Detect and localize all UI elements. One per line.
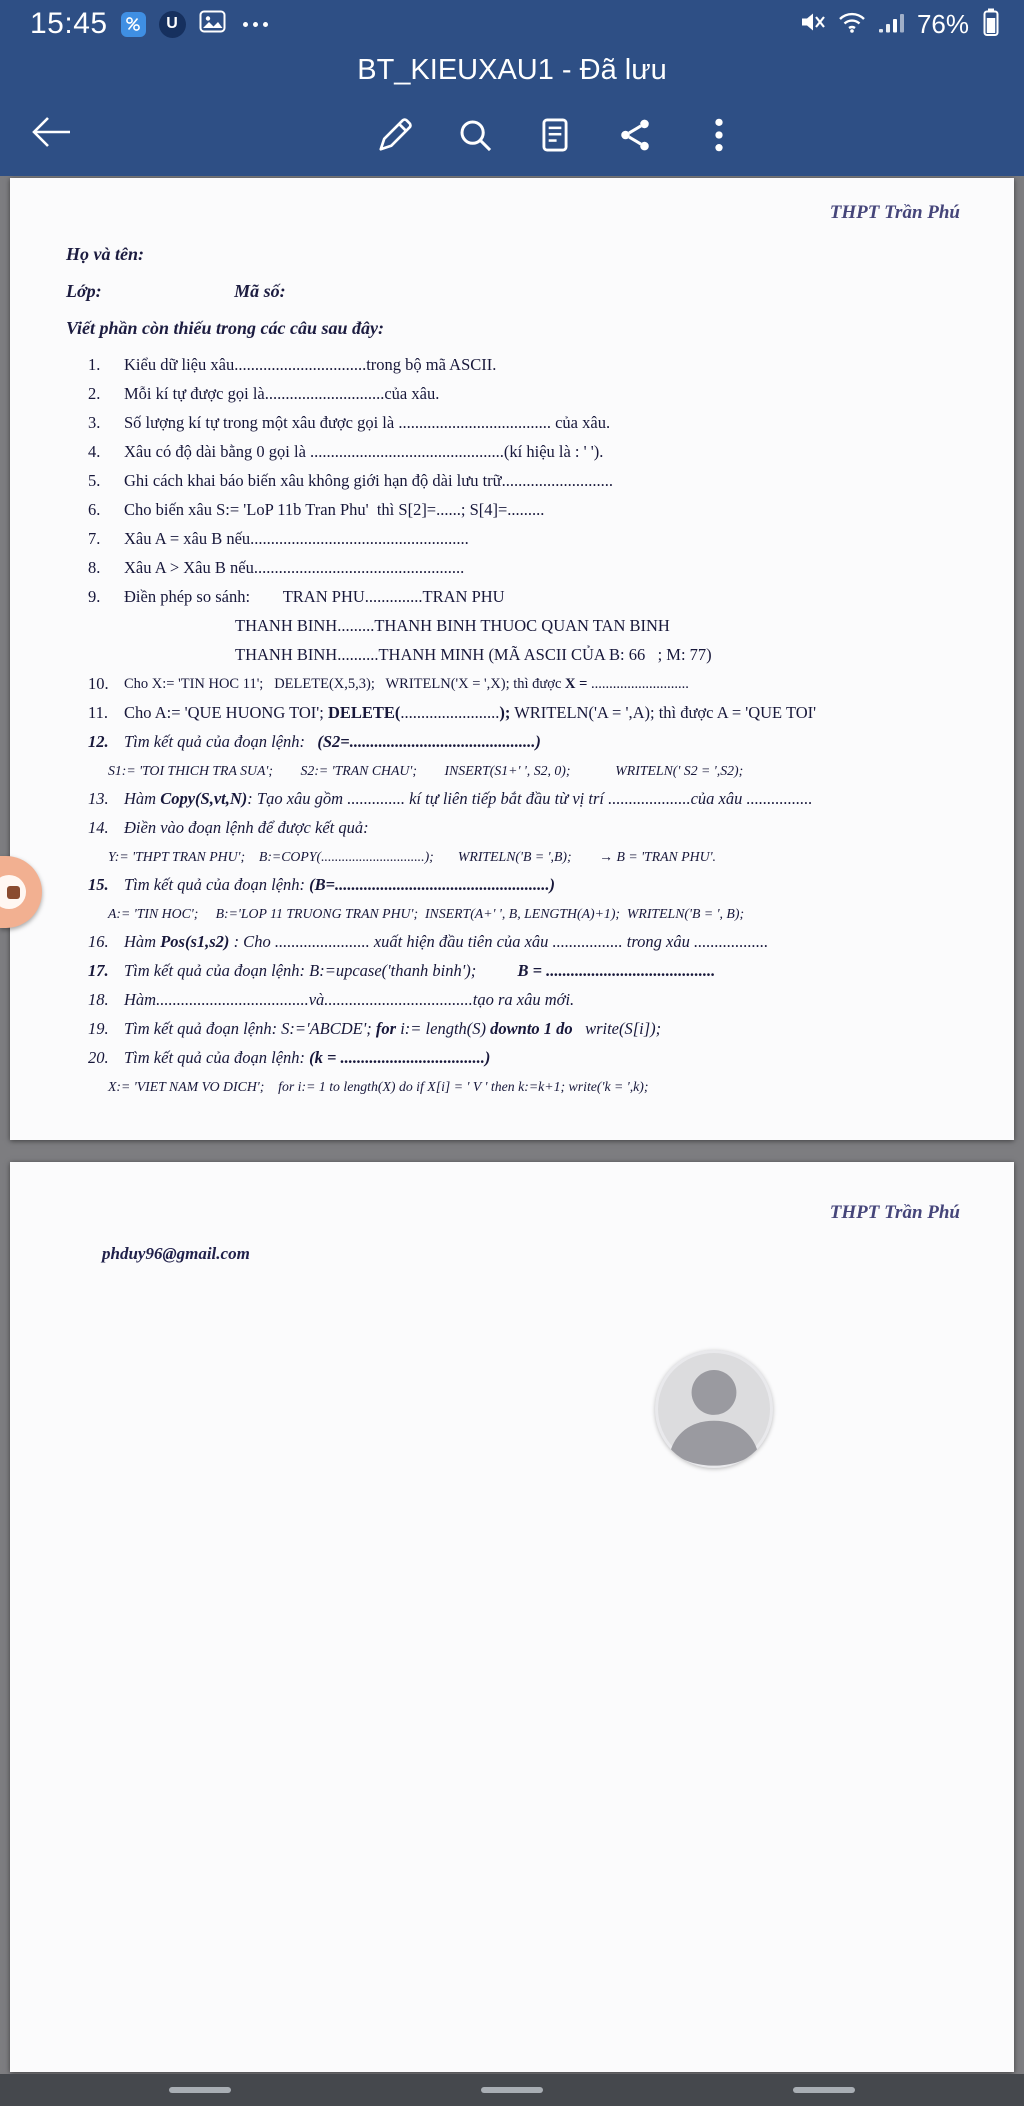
share-icon[interactable] xyxy=(616,116,654,154)
toolbar-actions xyxy=(376,116,726,154)
document-title-bar xyxy=(0,46,1024,96)
id-label: Mã số: xyxy=(234,281,286,301)
app-header xyxy=(0,0,1024,176)
status-right xyxy=(798,7,1000,42)
question-line: 11. Cho A:= 'QUE HUONG TOI'; DELETE(........................); WRITELN('A = ',A); thì được A = 'QUE TOI' xyxy=(88,703,817,722)
toolbar xyxy=(0,96,1024,178)
more-notifications-icon xyxy=(243,22,268,27)
edit-pencil-icon[interactable] xyxy=(376,116,414,154)
question-subline: X:= 'VIET NAM VO DICH'; for i:= 1 to length(X) do if X[i] = ' V ' then k:=k+1; write('k = ',k); xyxy=(108,1079,649,1094)
search-icon[interactable] xyxy=(456,116,494,154)
school-name: THPT Trần Phú xyxy=(829,1202,960,1223)
system-navbar xyxy=(0,2074,1024,2106)
question-line: 3. Số lượng kí tự trong một xâu được gọi là ..................................... của xâu. xyxy=(88,413,611,432)
question-line: 14. Điền vào đoạn lệnh để được kết quả: xyxy=(88,818,369,837)
question-line: 18. Hàm.....................................và....................................tạo ra xâu mới. xyxy=(88,990,575,1009)
clock: 15:45 xyxy=(30,7,108,40)
school-name: THPT Trần Phú xyxy=(829,202,960,223)
overflow-menu-icon[interactable] xyxy=(712,116,726,154)
recents-key[interactable] xyxy=(169,2087,231,2093)
battery-percent: 76% xyxy=(916,8,969,39)
question-line: 7. Xâu A = xâu B nếu..................................................... xyxy=(88,529,469,548)
sound-muted-icon xyxy=(798,9,826,40)
question-line: 20. Tìm kết quả của đoạn lệnh: (k = ...................................) xyxy=(88,1048,491,1067)
question-subline: Y:= 'THPT TRAN PHU'; B:=COPY(..............................); WRITELN('B = ',B); → B = 'TRAN PHU'. xyxy=(108,849,716,864)
floating-assist-icon xyxy=(7,886,20,899)
class-id-row xyxy=(66,281,966,302)
battery-icon xyxy=(982,7,1000,42)
status-left xyxy=(30,7,268,41)
class-label: Lớp: xyxy=(66,281,102,301)
document-page-1 xyxy=(10,178,1014,1140)
question-line: 6. Cho biến xâu S:= 'LoP 11b Tran Phu' thì S[2]=......; S[4]=......... xyxy=(88,500,545,519)
question-subline: A:= 'TIN HOC'; B:='LOP 11 TRUONG TRAN PHU'; INSERT(A+' ', B, LENGTH(A)+1); WRITELN('B = ', B); xyxy=(108,906,745,921)
wifi-icon xyxy=(837,10,867,39)
home-key[interactable] xyxy=(481,2087,543,2093)
question-line: 12. Tìm kết quả của đoạn lệnh: (S2=.............................................) xyxy=(88,732,541,751)
back-arrow-icon[interactable] xyxy=(28,112,74,152)
question-subline: S1:= 'TOI THICH TRA SUA'; S2:= 'TRAN CHAU'; INSERT(S1+' ', S2, 0); WRITELN(' S2 = ',S2); xyxy=(108,763,744,778)
question-subline: THANH BINH..........THANH MINH (MÃ ASCII CỦA B: 66 ; M: 77) xyxy=(235,645,712,664)
question-line: 17. Tìm kết quả của đoạn lệnh: B:=upcase('thanh binh'); B = ......................................... xyxy=(88,961,716,980)
back-key[interactable] xyxy=(793,2087,855,2093)
question-subline: THANH BINH.........THANH BINH THUOC QUAN TAN BINH xyxy=(235,616,670,635)
instruction: Viết phần còn thiếu trong các câu sau đây: xyxy=(66,318,385,338)
reader-view-icon[interactable] xyxy=(536,116,574,154)
cell-signal-icon xyxy=(878,10,904,39)
status-bar xyxy=(0,0,1024,46)
question-line: 10. Cho X:= 'TIN HOC 11'; DELETE(X,5,3); WRITELN('X = ',X); thì được X = ........................... xyxy=(88,674,689,693)
document-title: BT_KIEUXAU1 - Đã lưu xyxy=(357,54,667,86)
author-email: phduy96@gmail.com xyxy=(102,1244,250,1263)
question-line: 1. Kiểu dữ liệu xâu................................trong bộ mã ASCII. xyxy=(88,355,497,374)
question-line: 16. Hàm Pos(s1,s2) : Cho ....................... xuất hiện đầu tiên của xâu ................. trong xâu .................. xyxy=(88,932,769,951)
avatar xyxy=(655,1350,773,1468)
question-line: 9. Điền phép so sánh: TRAN PHU..............TRAN PHU xyxy=(88,587,505,606)
question-line: 13. Hàm Copy(S,vt,N): Tạo xâu gồm .............. kí tự liên tiếp bắt đầu từ vị trí ....................của xâu ................ xyxy=(88,789,813,808)
gallery-icon xyxy=(199,10,226,38)
question-list xyxy=(66,355,966,1096)
question-line: 8. Xâu A > Xâu B nếu................................................... xyxy=(88,558,465,577)
question-line: 5. Ghi cách khai báo biến xâu không giới hạn độ dài lưu trữ........................... xyxy=(88,471,613,490)
floating-assist-inner xyxy=(0,875,26,909)
app-notification-badge-icon xyxy=(121,12,146,37)
question-line: 19. Tìm kết quả đoạn lệnh: S:='ABCDE'; for i:= length(S) downto 1 do write(S[i]); xyxy=(88,1019,662,1038)
question-line: 2. Mỗi kí tự được gọi là.............................của xâu. xyxy=(88,384,440,403)
question-line: 15. Tìm kết quả của đoạn lệnh: (B=....................................................) xyxy=(88,875,556,894)
name-label: Họ và tên: xyxy=(66,244,144,264)
u-app-icon: U xyxy=(159,11,186,38)
question-line: 4. Xâu có độ dài bằng 0 gọi là ...............................................(kí hiệu là : ' '). xyxy=(88,442,604,461)
document-page-2 xyxy=(10,1162,1014,2072)
